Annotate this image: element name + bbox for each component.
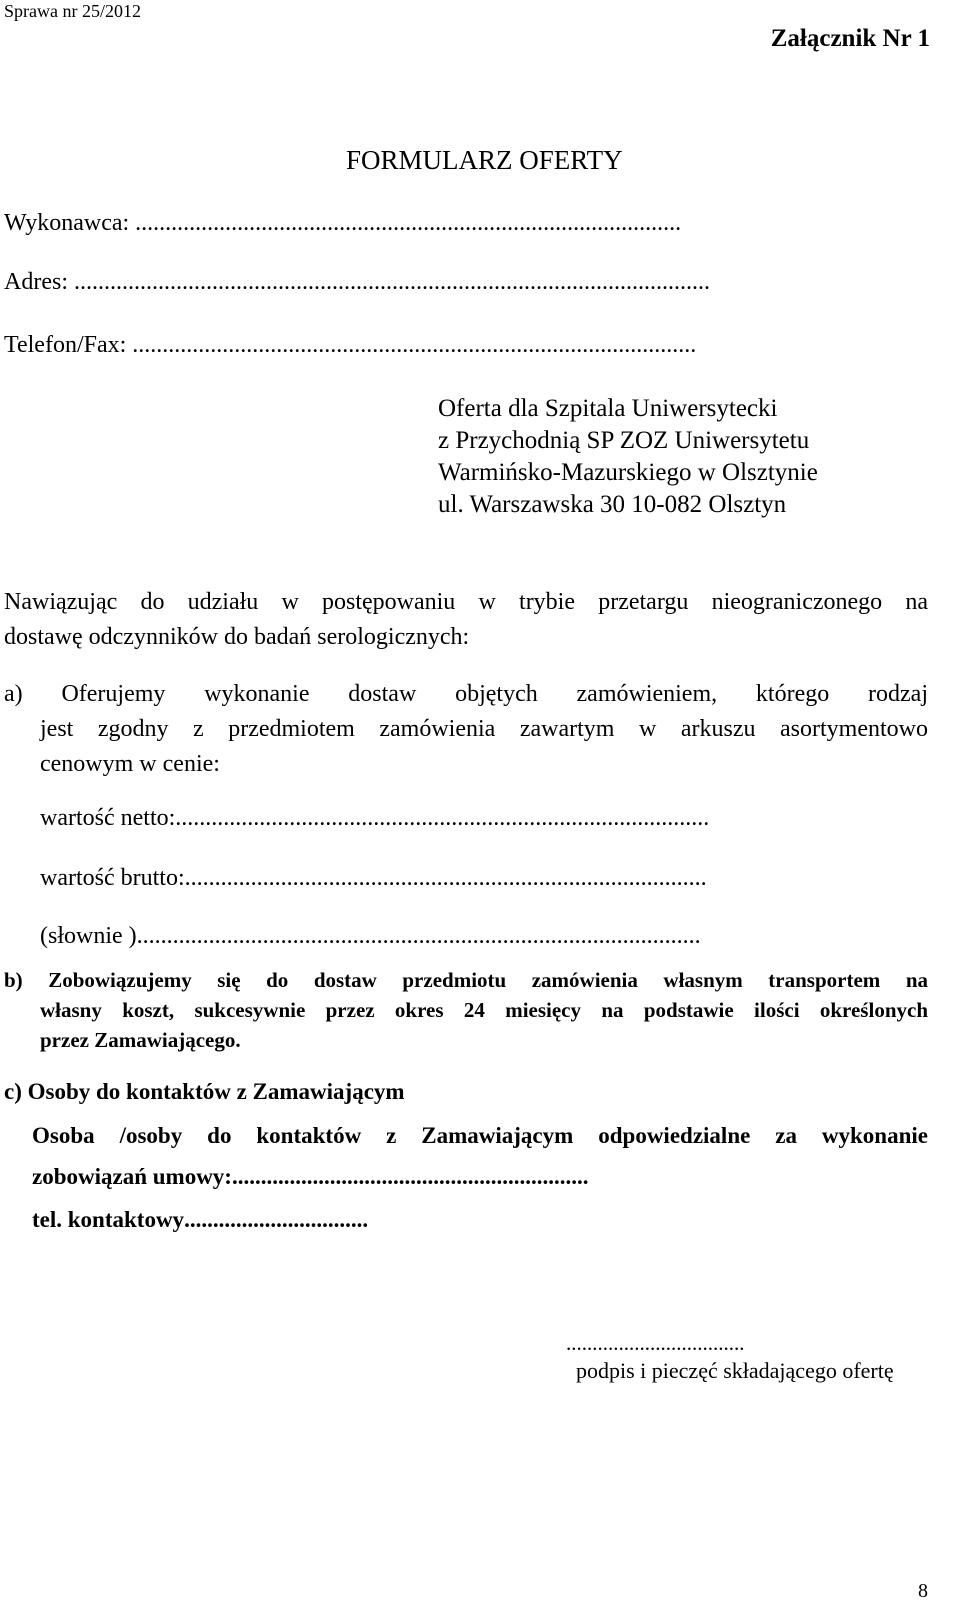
section-c-heading: c) Osoby do kontaktów z Zamawiającym — [4, 1079, 405, 1104]
address-dots: .......................................................................................................... — [73, 270, 710, 294]
section-a-line: jest zgodny z przedmiotem zamówienia zawartym w arkuszu asortymentowo — [40, 716, 928, 742]
amount-in-words-field — [40, 924, 922, 948]
contact-phone-field — [32, 1208, 394, 1231]
contractor-label: Wykonawca: — [4, 210, 130, 236]
phone-fax-field — [4, 333, 921, 357]
recipient-line: ul. Warszawska 30 10-082 Olsztyn — [438, 491, 787, 518]
gross-value-dots: ....................................................................................... — [184, 866, 707, 890]
attachment-label: Załącznik Nr 1 — [770, 25, 930, 52]
intro-paragraph — [4, 585, 928, 655]
section-a-line: cenowym w cenie: — [40, 751, 220, 777]
net-value-dots: ......................................................................................... — [175, 806, 710, 830]
section-b-line: własny koszt, sukcesywnie przez okres 24 miesięcy na podstawie ilości określonych — [40, 998, 928, 1022]
section-b-line: przez Zamawiającego. — [40, 1028, 241, 1052]
section-b — [4, 965, 928, 1055]
gross-value-field — [40, 866, 922, 890]
obligations-field — [32, 1165, 698, 1188]
address-field — [4, 270, 921, 294]
section-b-line: b) Zobowiązujemy się do dostaw przedmiotu zamówienia własnym transportem na — [4, 968, 928, 992]
section-c-line: Osoba /osoby do kontaktów z Zamawiającym odpowiedzialne za wykonanie — [32, 1123, 928, 1148]
net-value-label: wartość netto: — [40, 805, 176, 831]
recipient-line: Warmińsko-Mazurskiego w Olsztynie — [438, 459, 818, 486]
phone-fax-label: Telefon/Fax: — [4, 332, 127, 358]
recipient-line: z Przychodnią SP ZOZ Uniwersytetu — [438, 427, 810, 454]
gross-value-label: wartość brutto: — [40, 865, 185, 891]
page-title: FORMULARZ OFERTY — [346, 145, 623, 175]
recipient-block — [438, 393, 818, 521]
address-label: Adres: — [4, 269, 68, 295]
obligations-dots: .............................................................. — [231, 1165, 589, 1188]
signature-caption: podpis i pieczęć składającego ofertę — [576, 1358, 894, 1383]
obligations-label: zobowiązań umowy: — [32, 1164, 232, 1189]
contractor-field — [4, 211, 919, 235]
net-value-field — [40, 806, 918, 830]
contact-phone-label: tel. kontaktowy — [32, 1207, 185, 1232]
recipient-line: Oferta dla Szpitala Uniwersytecki — [438, 395, 778, 422]
amount-in-words-dots: .............................................................................................. — [136, 924, 701, 948]
phone-fax-dots: .............................................................................................. — [132, 333, 697, 357]
section-a — [4, 677, 928, 782]
amount-in-words-label: (słownie ) — [40, 923, 137, 949]
intro-line: Nawiązując do udziału w postępowaniu w trybie przetargu nieograniczonego na — [4, 589, 928, 615]
case-number: Sprawa nr 25/2012 — [4, 1, 141, 21]
section-a-line: a) Oferujemy wykonanie dostaw objętych zamówieniem, którego rodzaj — [4, 681, 928, 707]
intro-line: dostawę odczynników do badań serologicznych: — [4, 624, 470, 650]
page-number: 8 — [918, 1580, 928, 1602]
signature-dots: .................................. — [566, 1333, 745, 1354]
contractor-dots: ........................................................................................... — [135, 211, 682, 235]
contact-phone-dots: ................................ — [184, 1208, 369, 1231]
